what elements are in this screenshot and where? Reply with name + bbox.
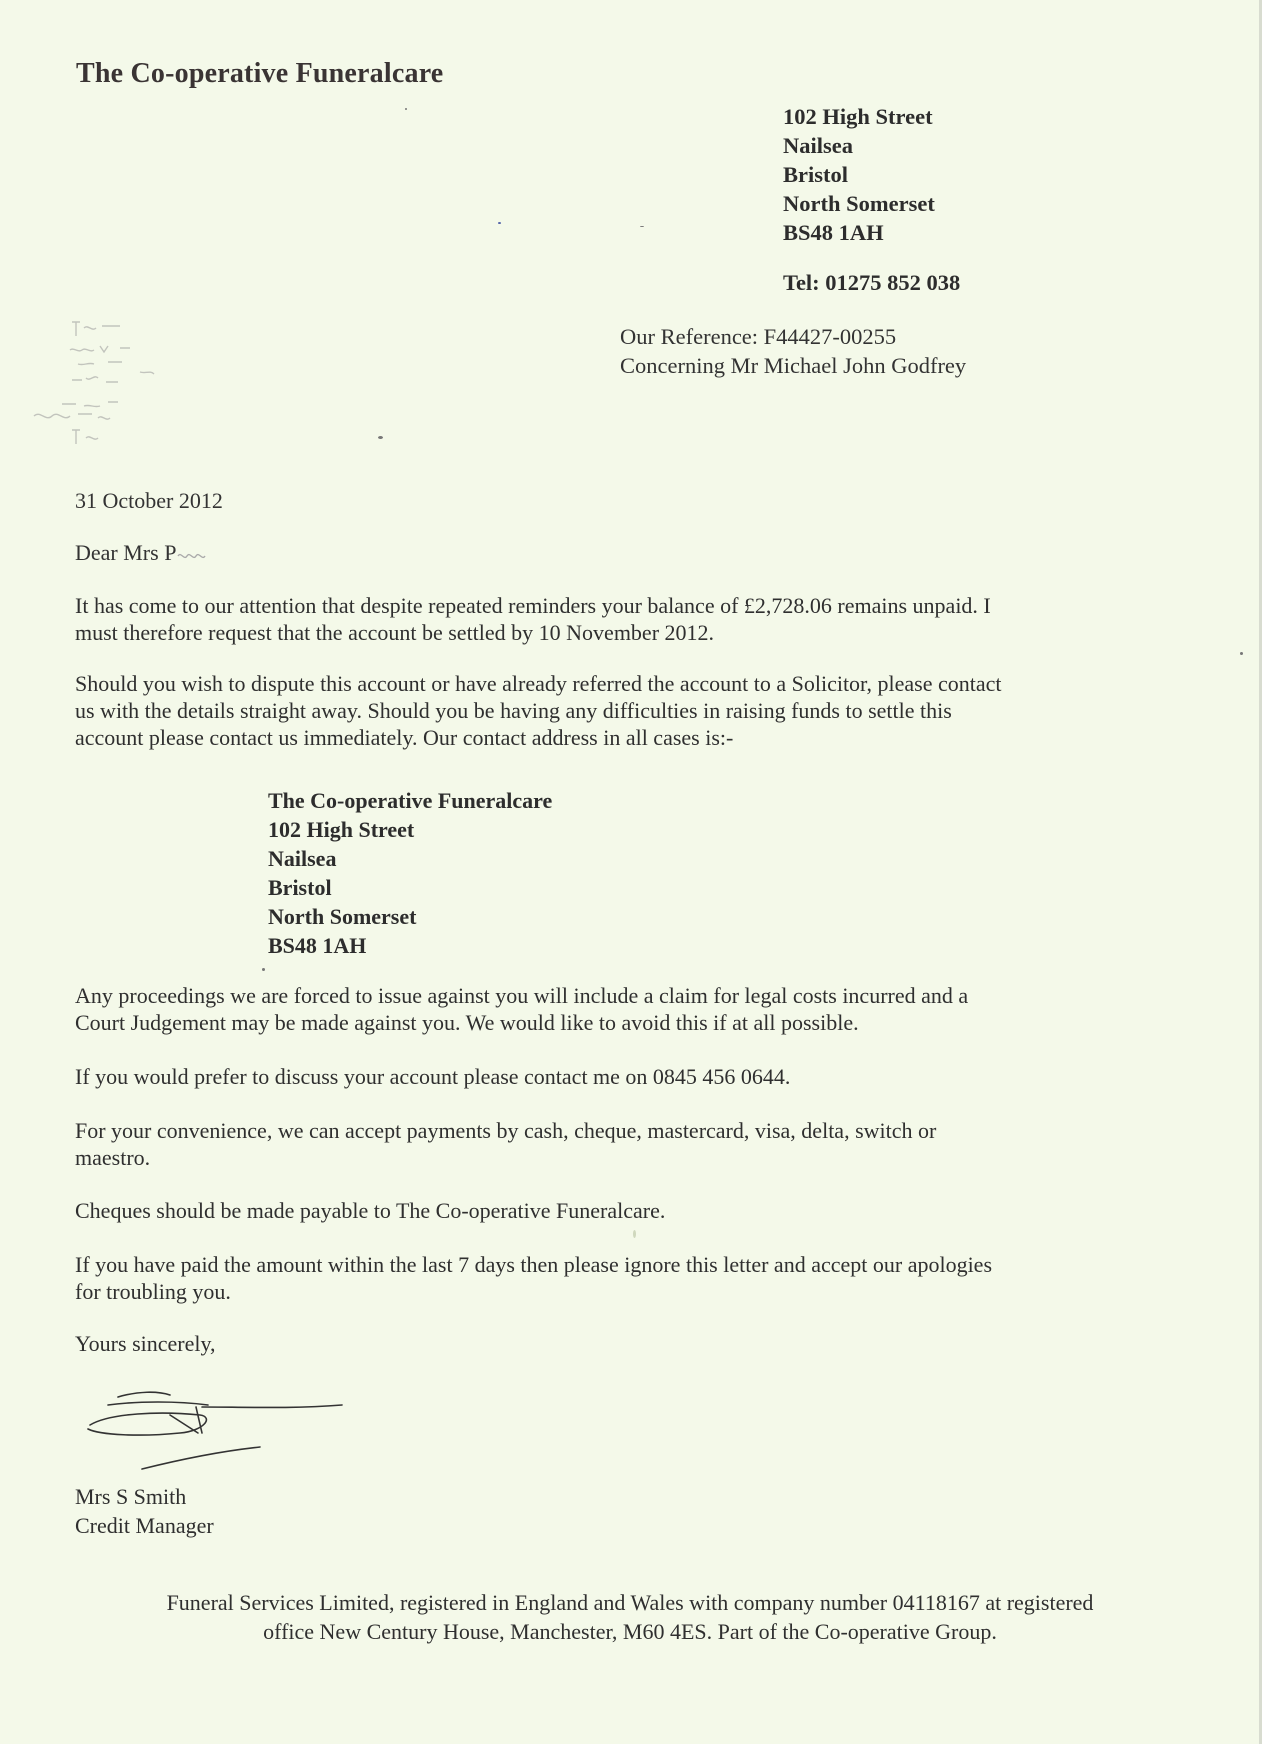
address-line: Bristol bbox=[783, 162, 848, 187]
address-line: North Somerset bbox=[783, 191, 935, 216]
paragraph-line: Cheques should be made payable to The Co-operative Funeralcare. bbox=[75, 1198, 666, 1223]
scan-speck bbox=[640, 226, 644, 227]
paragraph-line: us with the details straight away. Should you be having any difficulties in raising funds to settle this bbox=[75, 698, 952, 723]
paragraph-balance-unpaid bbox=[75, 592, 1185, 646]
closing: Yours sincerely, bbox=[75, 1331, 216, 1356]
paragraph-line: If you would prefer to discuss your account please contact me on 0845 456 0644. bbox=[75, 1064, 791, 1089]
contact-line: Nailsea bbox=[268, 846, 337, 871]
scan-speck bbox=[378, 436, 383, 439]
paragraph-proceedings bbox=[75, 982, 1185, 1036]
scan-speck bbox=[633, 1230, 636, 1238]
paragraph-line: Should you wish to dispute this account or have already referred the account to a Solicitor, please contact bbox=[75, 671, 1002, 696]
paragraph-line: maestro. bbox=[75, 1145, 151, 1170]
letter-date: 31 October 2012 bbox=[75, 488, 223, 513]
scan-speck bbox=[498, 222, 501, 224]
concerning-line: Concerning Mr Michael John Godfrey bbox=[620, 353, 967, 378]
paragraph-already-paid bbox=[75, 1251, 1185, 1305]
address-line: BS48 1AH bbox=[783, 220, 884, 245]
telephone-number: Tel: 01275 852 038 bbox=[783, 270, 961, 295]
redacted-surname bbox=[176, 546, 210, 560]
paragraph-line: If you have paid the amount within the last 7 days then please ignore this letter and accept our apologies bbox=[75, 1252, 993, 1277]
paragraph-line: account please contact us immediately. Our contact address in all cases is:- bbox=[75, 725, 734, 750]
address-line: Nailsea bbox=[783, 133, 853, 158]
signatory-name: Mrs S Smith bbox=[75, 1484, 187, 1509]
redacted-recipient-address bbox=[28, 318, 248, 468]
paragraph-line: Any proceedings we are forced to issue against you will include a claim for legal costs incurred and a bbox=[75, 983, 969, 1008]
footer-line: Funeral Services Limited, registered in England and Wales with company number 04118167 at registered bbox=[166, 1590, 1094, 1615]
paragraph-dispute bbox=[75, 670, 1185, 751]
paragraph-line: It has come to our attention that despite repeated reminders your balance of £2,728.06 remains unpaid. I bbox=[75, 593, 991, 618]
contact-address-block bbox=[268, 786, 552, 960]
paragraph-cheques bbox=[75, 1197, 1185, 1224]
company-name-heading: The Co-operative Funeralcare bbox=[76, 58, 444, 89]
contact-line: 102 High Street bbox=[268, 817, 415, 842]
letterhead-address bbox=[783, 102, 935, 247]
reference-block bbox=[620, 322, 966, 380]
contact-line: The Co-operative Funeralcare bbox=[268, 788, 553, 813]
paragraph-line: Court Judgement may be made against you. We would like to avoid this if at all possible. bbox=[75, 1010, 859, 1035]
paragraph-line: for troubling you. bbox=[75, 1279, 231, 1304]
signatory-block bbox=[75, 1482, 1185, 1540]
signatory-title: Credit Manager bbox=[75, 1513, 214, 1538]
handwritten-signature bbox=[78, 1385, 348, 1473]
paragraph-line: must therefore request that the account be settled by 10 November 2012. bbox=[75, 620, 715, 645]
our-reference: Our Reference: F44427-00255 bbox=[620, 324, 897, 349]
scan-speck bbox=[405, 108, 407, 110]
contact-line: North Somerset bbox=[268, 904, 417, 929]
paragraph-line: For your convenience, we can accept payments by cash, cheque, mastercard, visa, delta, switch or bbox=[75, 1118, 937, 1143]
contact-line: BS48 1AH bbox=[268, 933, 367, 958]
salutation-text: Dear Mrs P bbox=[75, 540, 177, 565]
footer-line: office New Century House, Manchester, M60 4ES. Part of the Co-operative Group. bbox=[263, 1619, 997, 1644]
salutation bbox=[75, 540, 210, 566]
scan-speck bbox=[262, 968, 265, 971]
scan-speck bbox=[1240, 652, 1243, 655]
address-line: 102 High Street bbox=[783, 104, 933, 129]
paragraph-discuss bbox=[75, 1063, 1185, 1090]
paragraph-payment-methods bbox=[75, 1117, 1185, 1171]
contact-line: Bristol bbox=[268, 875, 332, 900]
footer-registration bbox=[40, 1588, 1220, 1646]
